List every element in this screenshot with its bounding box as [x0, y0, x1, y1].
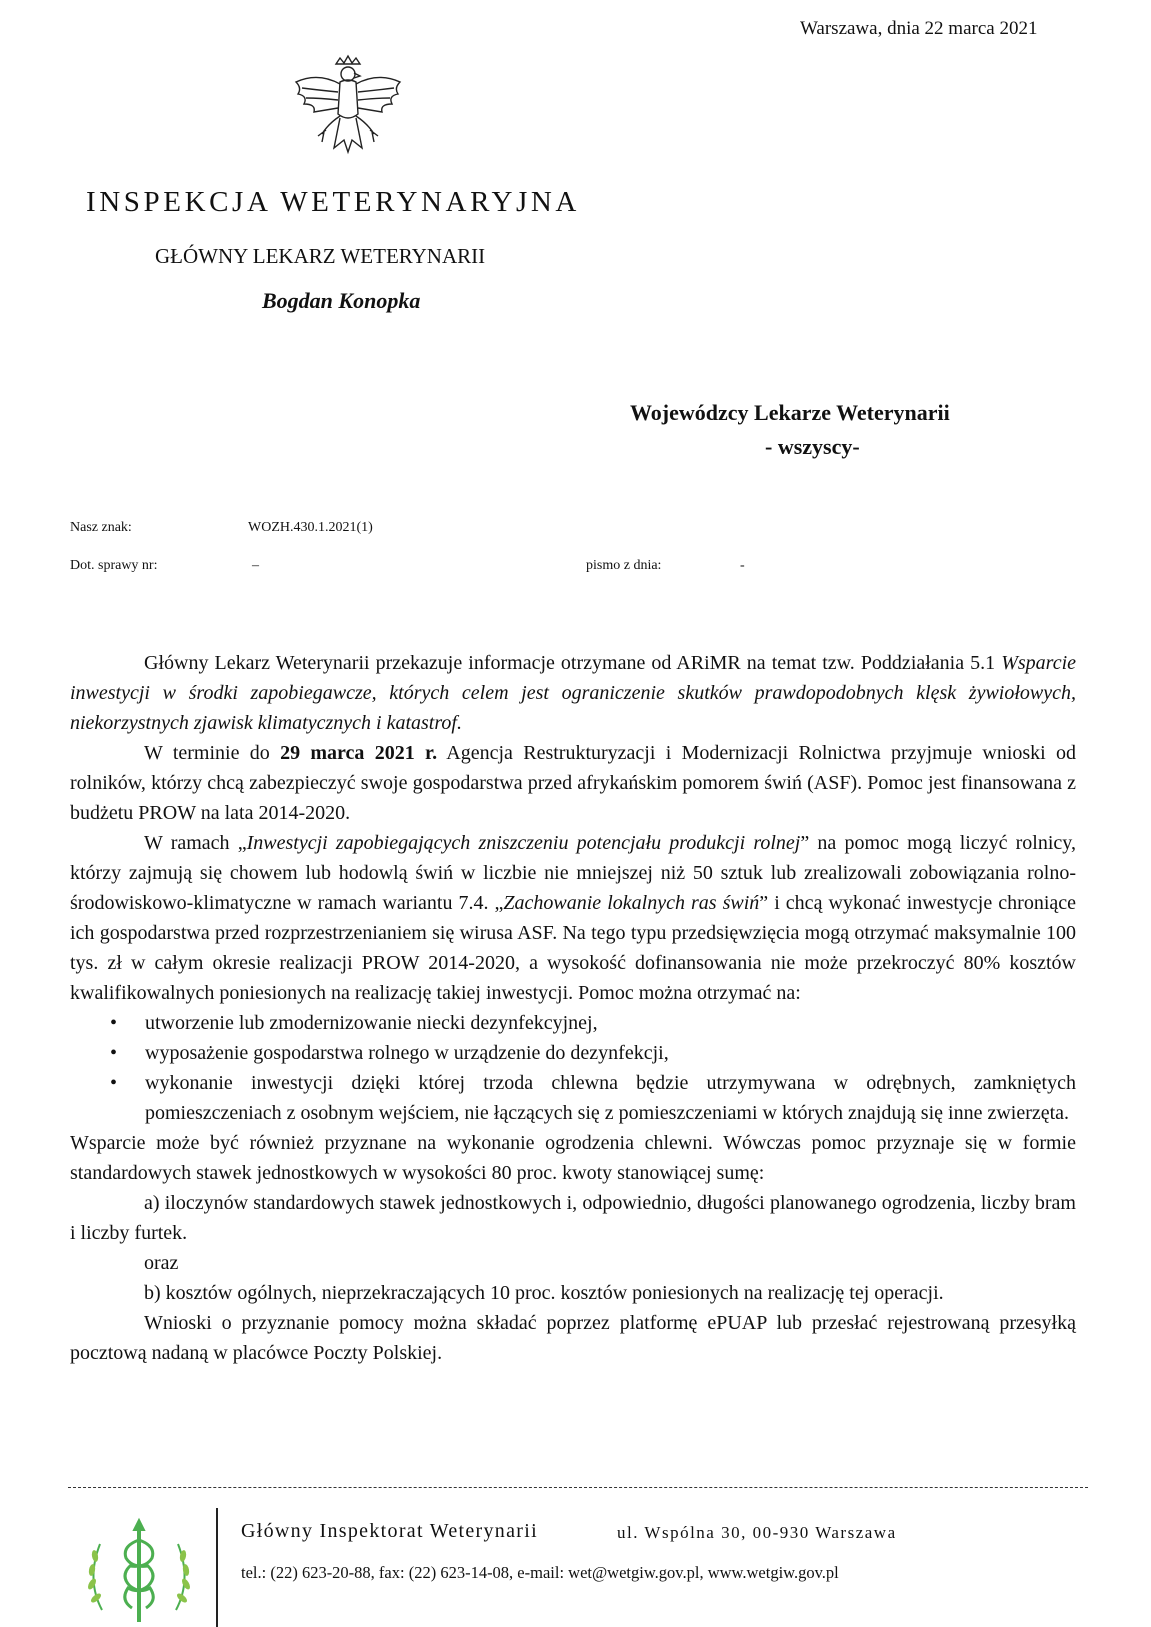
- paragraph-item-a: a) iloczynów standardowych stawek jednostkowych i, odpowiednio, długości planowanego ogrodzenia, liczby bram i liczby furtek.: [70, 1192, 1076, 1244]
- polish-eagle-emblem-icon: [288, 52, 408, 172]
- paragraph-deadline: W terminie do 29 marca 2021 r. Agencja Restrukturyzacji i Modernizacji Rolnictwa przyjmuje wnioski od rolników, którzy chcą zabezpieczyć swoje gospodarstwa przed afrykańskim pomorem świń (ASF). Pomoc jest finansowana z budżetu PROW na lata 2014-2020.: [70, 742, 1077, 824]
- paragraph-submission: Wnioski o przyznanie pomocy można składać poprzez platformę ePUAP lub przesłać rejestrowaną przesyłką pocztową nadaną w placówce Poczty Polskiej.: [70, 1312, 1076, 1364]
- paragraph-item-b: b) kosztów ogólnych, nieprzekraczających 10 proc. kosztów poniesionych na realizację tej operacji.: [144, 1282, 944, 1304]
- letter-date-label: pismo z dnia:: [586, 558, 662, 573]
- list-item: • wyposażenie gospodarstwa rolnego w urządzenie do dezynfekcji,: [70, 1038, 1076, 1068]
- support-items-list: [70, 1008, 1076, 1128]
- paragraph-fencing: Wsparcie może być również przyznane na wykonanie ogrodzenia chlewni. Wówczas pomoc przyznaje się w formie standardowych stawek jednostkowych w wysokości 80 proc. kwoty stanowiącej sumę:: [70, 1132, 1076, 1184]
- paragraph-intro: Główny Lekarz Weterynarii przekazuje informacje otrzymane od ARiMR na temat tzw. Poddziałania 5.1 Wsparcie inwestycji w środki zapobiegawcze, których celem jest ograniczenie skutków prawdopodobnych klęsk żywiołowych, niekorzystnych zjawisk klimatycznych i katastrof.: [70, 652, 1076, 734]
- recipient-subline: - wszyscy-: [765, 434, 860, 459]
- veterinary-caduceus-logo-icon: [82, 1510, 196, 1627]
- signer-name: Bogdan Konopka: [262, 288, 421, 313]
- organization-name: INSPEKCJA WETERYNARYJNA: [86, 186, 580, 218]
- letter-date: Warszawa, dnia 22 marca 2021: [800, 18, 1038, 39]
- letter-date-value: -: [740, 558, 745, 573]
- our-reference-value: WOZH.430.1.2021(1): [248, 520, 373, 535]
- footer-divider-line: [68, 1487, 1088, 1488]
- paragraph-eligibility: W ramach „Inwestycji zapobiegających zniszczeniu potencjału produkcji rolnej” na pomoc mogą liczyć rolnicy, którzy zajmują się chowem lub hodowlą świń w liczbie nie mniejszej niż 50 sztuk lub zrealizowali zobowiązania rolno-środowiskowo-klimatyczne w ramach wariantu 7.4. „Zachowanie lokalnych ras świń” i chcą wykonać inwestycje chroniące ich gospodarstwa przed rozprzestrzenianiem się wirusa ASF. Na tego typu przedsięwzięcia mogą otrzymać maksymalnie 100 tys. zł w całym okresie realizacji PROW 2014-2020, a wysokość dofinansowania nie może przekroczyć 80% kosztów kwalifikowalnych poniesionych na realizację takiej inwestycji. Pomoc można otrzymać na:: [70, 832, 1077, 1004]
- our-reference-label: Nasz znak:: [70, 520, 132, 535]
- footer-address: ul. Wspólna 30, 00-930 Warszawa: [617, 1523, 897, 1542]
- list-item: • wykonanie inwestycji dzięki której trzoda chlewna będzie utrzymywana w odrębnych, zamkniętych pomieszczeniach z osobnym wejściem, nie łączących się z pomieszczeniami w których znajdują się inne zwierzęta.: [70, 1068, 1076, 1128]
- list-item: • utworzenie lub zmodernizowanie niecki dezynfekcyjnej,: [70, 1008, 1076, 1038]
- case-number-value: –: [252, 558, 259, 573]
- recipient-line: Wojewódzcy Lekarze Weterynarii: [630, 400, 950, 425]
- letter-body: [70, 648, 1076, 1368]
- footer-organization: Główny Inspektorat Weterynarii: [241, 1520, 538, 1542]
- footer-contact: tel.: (22) 623-20-88, fax: (22) 623-14-08, e-mail: wet@wetgiw.gov.pl, www.wetgiw.gov.pl: [241, 1563, 839, 1582]
- organization-subtitle: GŁÓWNY LEKARZ WETERYNARII: [155, 244, 486, 268]
- footer-vertical-divider: [216, 1508, 218, 1627]
- paragraph-conjunction: oraz: [144, 1252, 179, 1274]
- case-number-label: Dot. sprawy nr:: [70, 558, 158, 573]
